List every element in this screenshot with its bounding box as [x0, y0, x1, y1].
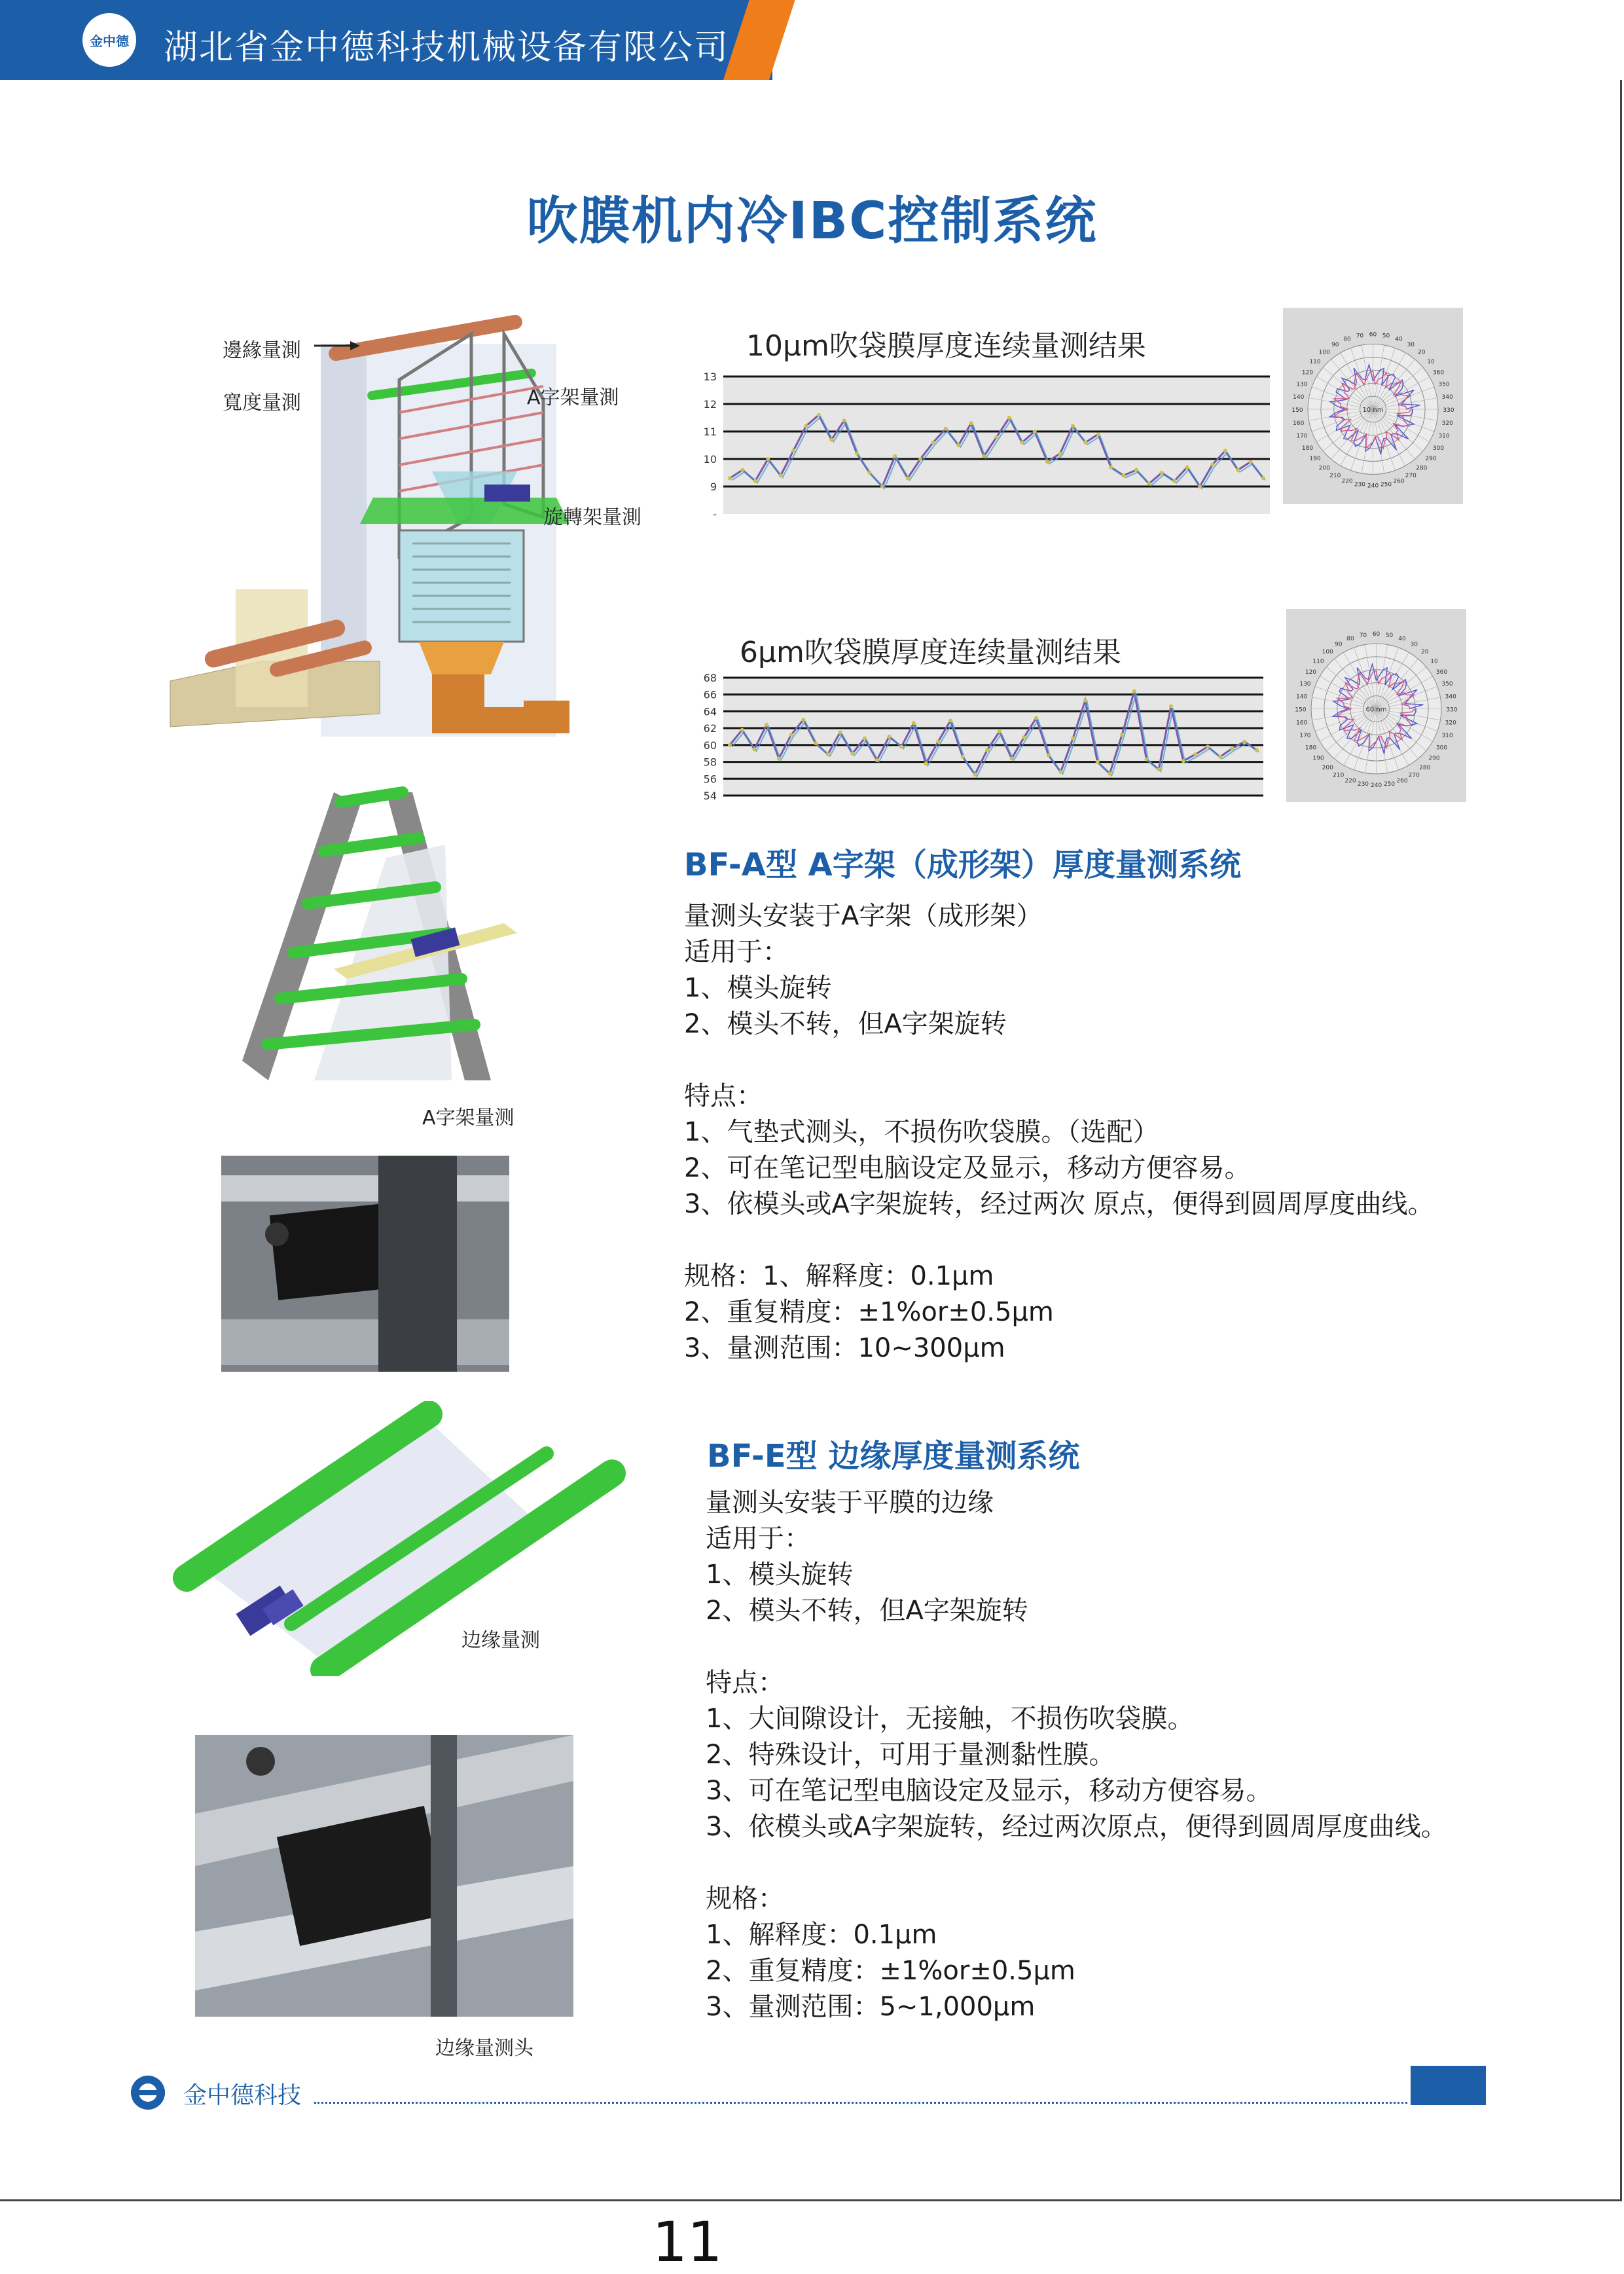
chart-point — [1206, 744, 1210, 748]
section-e-line: 3、可在笔记型电脑设定及显示，移动方便容易。 — [706, 1776, 1272, 1806]
polar-tick: 300 — [1432, 445, 1445, 452]
chart-point — [969, 421, 973, 425]
polar-tick: 230 — [1354, 481, 1366, 488]
chart-point — [1122, 473, 1126, 477]
section-e-body — [706, 1485, 1447, 2025]
chart-point — [931, 441, 935, 445]
polar-tick: 260 — [1396, 778, 1408, 785]
edge-sensor-photo — [195, 1735, 573, 2017]
chart-point — [1047, 753, 1051, 757]
chart-point — [850, 752, 854, 756]
polar-chart-2 — [1286, 609, 1466, 802]
section-e-line: 1、解释度：0.1μm — [706, 1920, 937, 1950]
chart-y-tick: 64 — [703, 705, 717, 718]
polar-tick: 290 — [1428, 755, 1440, 762]
footer-brand: 金中德科技 — [183, 2082, 302, 2109]
section-a-line — [684, 1222, 1434, 1258]
chart-point — [912, 721, 916, 725]
chart-point — [1169, 705, 1173, 708]
section-a-line: 2、重复精度：±1%or±0.5μm — [684, 1297, 1054, 1327]
chart-point — [893, 454, 897, 458]
edge-roller-drawing — [167, 1401, 638, 1676]
polar-tick: 250 — [1380, 481, 1392, 488]
chart-point — [765, 723, 768, 727]
chart2-svg — [681, 668, 1270, 805]
chart-point — [867, 471, 871, 475]
chart-point — [1160, 471, 1164, 475]
polar-tick: 10 — [1430, 658, 1438, 665]
chart2 — [681, 668, 1270, 805]
section-a-line: 特点： — [684, 1081, 763, 1111]
polar-tick: 40 — [1395, 336, 1403, 343]
section-e-line: 1、大间隙设计，无接触，不损伤吹袋膜。 — [706, 1704, 1194, 1734]
footer-divider — [314, 2102, 1407, 2104]
chart-point — [961, 755, 965, 759]
chart-y-tick: 58 — [703, 756, 717, 769]
chart-point — [1145, 758, 1149, 761]
chart-point — [1132, 689, 1136, 693]
chart-point — [944, 427, 948, 431]
section-a-line: 3、依模头或A字架旋转，经过两次 原点，便得到圆周厚度曲线。 — [684, 1189, 1434, 1219]
chart-point — [1261, 476, 1265, 480]
polar-tick: 290 — [1425, 456, 1437, 463]
section-e-line: 3、依模头或A字架旋转，经过两次原点，便得到圆周厚度曲线。 — [706, 1812, 1447, 1842]
company-name: 湖北省金中德科技机械设备有限公司 — [164, 28, 730, 67]
polar-tick: 80 — [1346, 635, 1354, 642]
polar-tick: 180 — [1301, 445, 1314, 452]
polar-tick: 180 — [1305, 744, 1317, 752]
chart-y-tick: 11 — [703, 426, 717, 438]
polar-tick: 220 — [1341, 478, 1353, 485]
section-a-line: 适用于： — [684, 937, 789, 967]
section-e-line: 特点： — [706, 1668, 784, 1698]
chart-y-tick: - — [713, 508, 717, 521]
logo-text: 金中德 — [90, 33, 129, 49]
chart-point — [1033, 430, 1037, 433]
chart-point — [936, 740, 940, 744]
footer-block — [1411, 2066, 1486, 2105]
section-e-line: 2、特殊设计，可用于量测黏性膜。 — [706, 1740, 1115, 1770]
polar-tick: 100 — [1322, 649, 1333, 656]
polar-tick: 280 — [1419, 764, 1431, 771]
polar-tick: 100 — [1318, 349, 1330, 356]
chart-y-tick: 60 — [703, 739, 717, 752]
chart-y-tick: 54 — [703, 790, 717, 802]
section-e-line: 规格： — [706, 1884, 784, 1914]
section-a-line: 2、可在笔记型电脑设定及显示，移动方便容易。 — [684, 1153, 1251, 1183]
chart-point — [1045, 460, 1049, 464]
section-a-line: 1、气垫式测头，不损伤吹袋膜。（选配） — [684, 1117, 1159, 1147]
chart-point — [789, 733, 793, 737]
polar-tick: 30 — [1410, 641, 1418, 648]
section-e-line — [706, 1629, 1447, 1665]
section-a-title: BF-A型 A字架（成形架）厚度量测系统 — [684, 847, 1241, 883]
chart-point — [1182, 759, 1185, 763]
chart-point — [880, 485, 884, 488]
polar-tick: 110 — [1309, 358, 1321, 365]
chart-y-tick: 56 — [703, 773, 717, 786]
polar-tick: 30 — [1407, 341, 1415, 348]
polar-tick: 170 — [1296, 433, 1308, 440]
chart-plot-area — [723, 376, 1270, 514]
polar-tick: 190 — [1309, 456, 1321, 463]
arrow-icon — [314, 339, 360, 352]
polar-tick: 330 — [1446, 706, 1458, 714]
chart-point — [1120, 733, 1124, 737]
chart-point — [1007, 416, 1011, 420]
chart-point — [855, 452, 859, 456]
company-logo — [79, 9, 140, 71]
chart-point — [918, 457, 922, 461]
polar-tick: 200 — [1322, 764, 1333, 771]
diagram-label-width: 寬度量測 — [223, 392, 301, 414]
chart1 — [681, 367, 1276, 524]
chart-point — [801, 718, 805, 722]
section-a-line: 规格：1、解释度：0.1μm — [684, 1261, 994, 1291]
a-frame-sensor-photo — [221, 1156, 509, 1372]
chart-point — [838, 731, 842, 735]
chart-point — [998, 729, 1001, 733]
chart-point — [1242, 740, 1246, 744]
chart-point — [752, 747, 756, 751]
polar2-svg — [1286, 609, 1466, 802]
chart-point — [1231, 746, 1235, 750]
caption-edge-head: 边缘量测头 — [435, 2037, 533, 2060]
chart-point — [1157, 767, 1161, 771]
polar-tick: 120 — [1301, 369, 1314, 376]
section-e-title: BF-E型 边缘厚度量测系统 — [707, 1438, 1080, 1475]
chart-point — [906, 476, 910, 480]
polar-tick: 70 — [1356, 333, 1364, 340]
polar-tick: 310 — [1441, 733, 1453, 740]
chart-point — [1083, 441, 1087, 445]
polar-tick: 190 — [1312, 755, 1324, 762]
polar-tick: 130 — [1296, 381, 1308, 388]
chart-point — [766, 457, 770, 461]
section-a-line: 1、模头旋转 — [684, 973, 832, 1003]
section-e-line: 量测头安装于平膜的边缘 — [706, 1488, 994, 1518]
polar-tick: 240 — [1370, 782, 1382, 789]
polar-center-text: 10 nm — [1362, 407, 1384, 414]
diagram-illustration — [164, 308, 687, 753]
section-a-line — [684, 1042, 1434, 1078]
chart-point — [1236, 468, 1240, 472]
polar-tick: 260 — [1393, 478, 1405, 485]
polar1-svg — [1283, 308, 1463, 504]
polar-tick: 160 — [1296, 720, 1308, 727]
polar-tick: 300 — [1435, 744, 1448, 752]
polar-tick: 310 — [1438, 433, 1450, 440]
polar-tick: 90 — [1335, 641, 1343, 648]
page-number: 11 — [652, 2210, 723, 2274]
chart-point — [779, 473, 783, 477]
polar-tick: 200 — [1318, 465, 1330, 472]
chart-point — [899, 744, 903, 748]
chart-point — [956, 443, 960, 447]
chart-point — [1058, 770, 1062, 774]
chart-point — [791, 449, 795, 452]
chart-point — [842, 418, 846, 422]
chart-point — [777, 756, 781, 760]
chart-point — [982, 454, 986, 458]
footer-logo-icon — [131, 2076, 165, 2110]
chart-point — [1198, 485, 1202, 488]
caption-edge: 边缘量测 — [461, 1629, 540, 1652]
diagram-label-a-frame: A字架量測 — [527, 386, 619, 409]
polar-tick: 340 — [1445, 693, 1456, 701]
polar-tick: 220 — [1344, 778, 1356, 785]
polar-tick: 90 — [1331, 341, 1339, 348]
polar-tick: 50 — [1382, 333, 1390, 340]
polar-tick: 250 — [1383, 781, 1396, 788]
chart-point — [728, 743, 732, 747]
edge-roller-illustration — [167, 1401, 638, 1676]
polar-tick: 140 — [1293, 394, 1305, 401]
chart-y-tick: 62 — [703, 722, 717, 735]
caption-a-frame: A字架量测 — [422, 1107, 514, 1129]
section-e-line: 2、模头不转，但A字架旋转 — [706, 1596, 1028, 1626]
polar-tick: 160 — [1293, 420, 1305, 428]
polar-tick: 120 — [1305, 669, 1317, 676]
polar-tick: 20 — [1421, 649, 1429, 656]
chart-point — [1022, 735, 1026, 739]
a-frame-drawing — [216, 779, 517, 1107]
polar-tick: 240 — [1367, 483, 1379, 490]
chart-point — [1034, 716, 1038, 720]
edge-photo-drawing — [195, 1735, 573, 2017]
section-e-line — [706, 1845, 1447, 1881]
chart1-title: 10μm吹袋膜厚度连续量测结果 — [746, 329, 1146, 363]
section-a-line: 2、模头不转，但A字架旋转 — [684, 1009, 1007, 1039]
chart1-svg — [681, 367, 1276, 524]
polar-tick: 140 — [1296, 693, 1308, 701]
polar-tick: 350 — [1438, 381, 1450, 388]
chart-point — [1249, 460, 1253, 464]
chart-y-tick: 68 — [703, 672, 717, 684]
polar-tick: 150 — [1295, 706, 1307, 714]
polar-tick: 360 — [1432, 369, 1445, 376]
polar-tick: 320 — [1445, 720, 1456, 727]
chart-point — [1218, 755, 1222, 759]
section-a-line: 量测头安装于A字架（成形架） — [684, 901, 1043, 931]
polar-tick: 280 — [1416, 465, 1428, 472]
chart-point — [740, 728, 744, 732]
chart-point — [1108, 772, 1111, 776]
polar-center-text: 60 nm — [1365, 706, 1387, 714]
chart2-title: 6μm吹袋膜厚度连续量测结果 — [740, 636, 1121, 669]
chart-point — [1255, 748, 1259, 752]
a-frame-illustration — [216, 779, 517, 1107]
chart-point — [924, 761, 928, 765]
section-e-line: 适用于： — [706, 1524, 810, 1554]
chart-point — [728, 476, 732, 480]
polar-tick: 20 — [1418, 349, 1426, 356]
chart-point — [1147, 482, 1151, 486]
chart-point — [740, 468, 744, 472]
chart-point — [887, 735, 891, 739]
chart-point — [1058, 452, 1062, 456]
section-e-line: 1、模头旋转 — [706, 1560, 854, 1590]
chart-point — [826, 752, 830, 756]
chart-point — [1071, 737, 1075, 741]
chart-point — [973, 773, 977, 777]
chart-point — [1134, 468, 1138, 472]
section-a-body — [684, 898, 1434, 1366]
polar-tick: 320 — [1441, 420, 1453, 428]
diagram-label-edge: 邊緣量測 — [223, 339, 301, 362]
chart-point — [1020, 441, 1024, 445]
polar-tick: 50 — [1385, 632, 1394, 639]
chart-point — [753, 479, 757, 483]
section-e-line: 2、重复精度：±1%or±0.5μm — [706, 1956, 1075, 1986]
polar-tick: 110 — [1312, 658, 1324, 665]
polar-tick: 340 — [1441, 394, 1453, 401]
chart-y-tick: 10 — [703, 453, 717, 466]
polar-tick: 360 — [1435, 669, 1448, 676]
chart-point — [985, 748, 989, 752]
chart-point — [814, 741, 818, 745]
chart-y-tick: 13 — [703, 371, 717, 383]
diagram-label-rotating-frame: 旋轉架量測 — [543, 506, 641, 529]
polar-tick: 70 — [1359, 632, 1367, 639]
chart-point — [1172, 479, 1176, 483]
chart-y-tick: 12 — [703, 398, 717, 411]
polar-tick: 60 — [1369, 331, 1377, 339]
chart-point — [804, 424, 808, 428]
chart-point — [1193, 752, 1197, 756]
polar-tick: 210 — [1329, 473, 1341, 480]
section-a-line: 3、量测范围：10~300μm — [684, 1333, 1005, 1363]
polar-tick: 130 — [1299, 680, 1311, 688]
blown-film-diagram — [164, 308, 687, 753]
chart-point — [1109, 466, 1113, 469]
chart-point — [1185, 466, 1189, 469]
chart-point — [995, 435, 999, 439]
polar-tick: 270 — [1408, 772, 1420, 779]
polar-tick: 230 — [1357, 781, 1369, 788]
polar-tick: 170 — [1299, 733, 1311, 740]
chart-point — [1096, 760, 1100, 764]
chart-point — [1210, 462, 1214, 466]
chart-point — [1010, 756, 1014, 760]
polar-tick: 10 — [1427, 358, 1435, 365]
chart-point — [1071, 424, 1075, 428]
polar-tick: 40 — [1398, 635, 1406, 642]
polar-tick: 270 — [1405, 473, 1416, 480]
polar-tick: 80 — [1343, 336, 1351, 343]
chart-point — [863, 737, 867, 741]
chart-point — [1083, 699, 1087, 703]
chart-point — [1223, 449, 1227, 452]
chart-y-tick: 66 — [703, 688, 717, 701]
sensor-photo-drawing — [221, 1156, 509, 1372]
polar-tick: 330 — [1443, 407, 1454, 414]
chart-y-tick: 9 — [710, 481, 717, 493]
polar-tick: 210 — [1333, 772, 1344, 779]
polar-tick: 150 — [1291, 407, 1303, 414]
polar-chart-1 — [1283, 308, 1463, 504]
chart-point — [948, 719, 952, 723]
page-title: 吹膜机内冷IBC控制系统 — [526, 192, 1098, 251]
chart-point — [817, 413, 821, 417]
polar-tick: 60 — [1372, 631, 1380, 638]
polar-tick: 350 — [1441, 680, 1453, 688]
chart-point — [1096, 432, 1100, 436]
chart-point — [875, 758, 879, 762]
section-e-line: 3、量测范围：5~1,000μm — [706, 1992, 1036, 2022]
chart-point — [829, 438, 833, 442]
